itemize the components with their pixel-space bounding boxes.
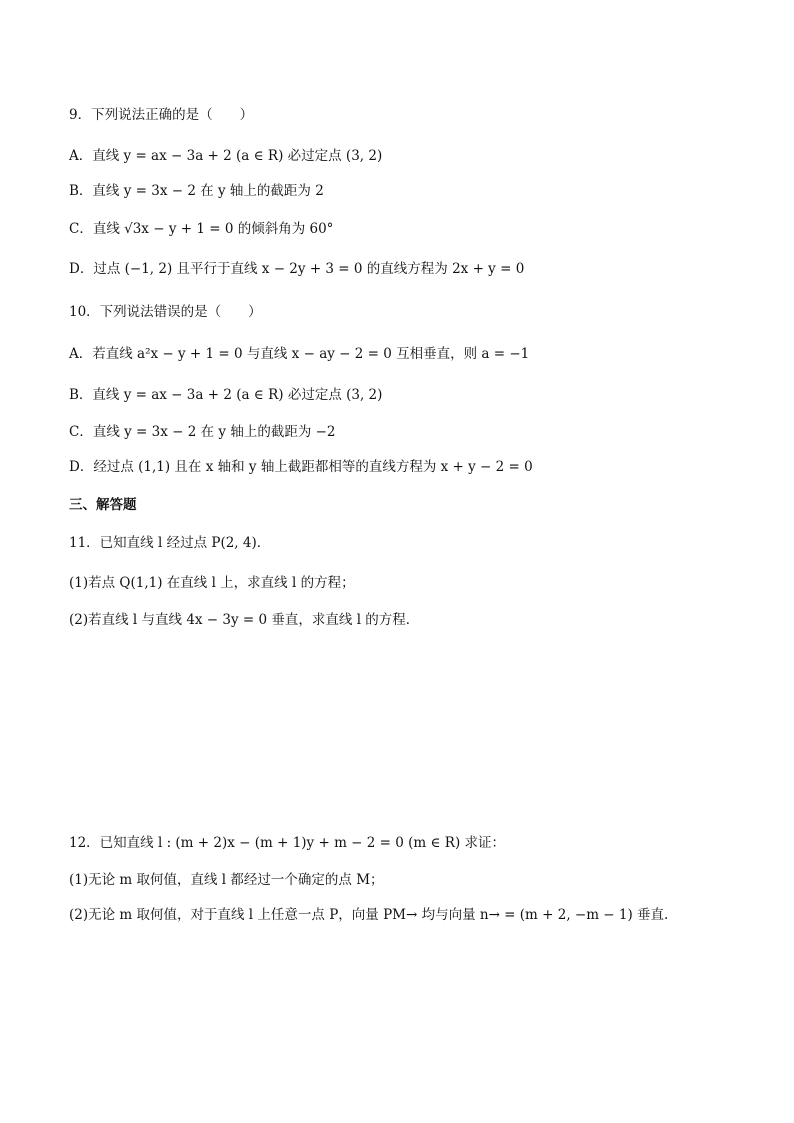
q12-part-2: (2)无论 m 取何值，对于直线 l 上任意一点 P，向量 PM→ 均与向量 n→ = (m + 2, −m − 1) 垂直. [69, 907, 669, 923]
q11-part-2: (2)若直线 l 与直线 4x − 3y = 0 垂直，求直线 l 的方程． [69, 612, 420, 628]
q11-stem: 11．已知直线 l 经过点 P(2, 4)． [69, 535, 271, 551]
q11-part-1: (1)若点 Q(1,1) 在直线 l 上，求直线 l 的方程； [69, 575, 355, 591]
section-title: 三、解答题 [69, 497, 137, 513]
q12-stem: 12．已知直线 l : (m + 2)x − (m + 1)y + m − 2 = 0 (m ∈ R) 求证： [69, 835, 506, 851]
q12-part-1: (1)无论 m 取何值，直线 l 都经过一个确定的点 M； [69, 872, 384, 888]
q10-option-a: A．若直线 a²x − y + 1 = 0 与直线 x − ay − 2 = 0 互相垂直，则 a = −1 [69, 346, 530, 362]
q10-option-c: C．直线 y = 3x − 2 在 y 轴上的截距为 −2 [69, 424, 336, 440]
q9-option-c: C．直线 √3x − y + 1 = 0 的倾斜角为 60° [69, 221, 334, 237]
q9-option-a: A．直线 y = ax − 3a + 2 (a ∈ R) 必过定点 (3, 2) [69, 148, 383, 164]
q9-option-d: D．过点 (−1, 2) 且平行于直线 x − 2y + 3 = 0 的直线方程为 2x + y = 0 [69, 261, 525, 277]
q9-option-b: B．直线 y = 3x − 2 在 y 轴上的截距为 2 [69, 183, 324, 199]
q10-option-d: D．经过点 (1,1) 且在 x 轴和 y 轴上截距都相等的直线方程为 x + y − 2 = 0 [69, 459, 533, 475]
q9-stem: 9．下列说法正确的是（ ） [69, 107, 254, 123]
q10-stem: 10．下列说法错误的是（ ） [69, 304, 262, 320]
q10-option-b: B．直线 y = ax − 3a + 2 (a ∈ R) 必过定点 (3, 2) [69, 387, 383, 403]
